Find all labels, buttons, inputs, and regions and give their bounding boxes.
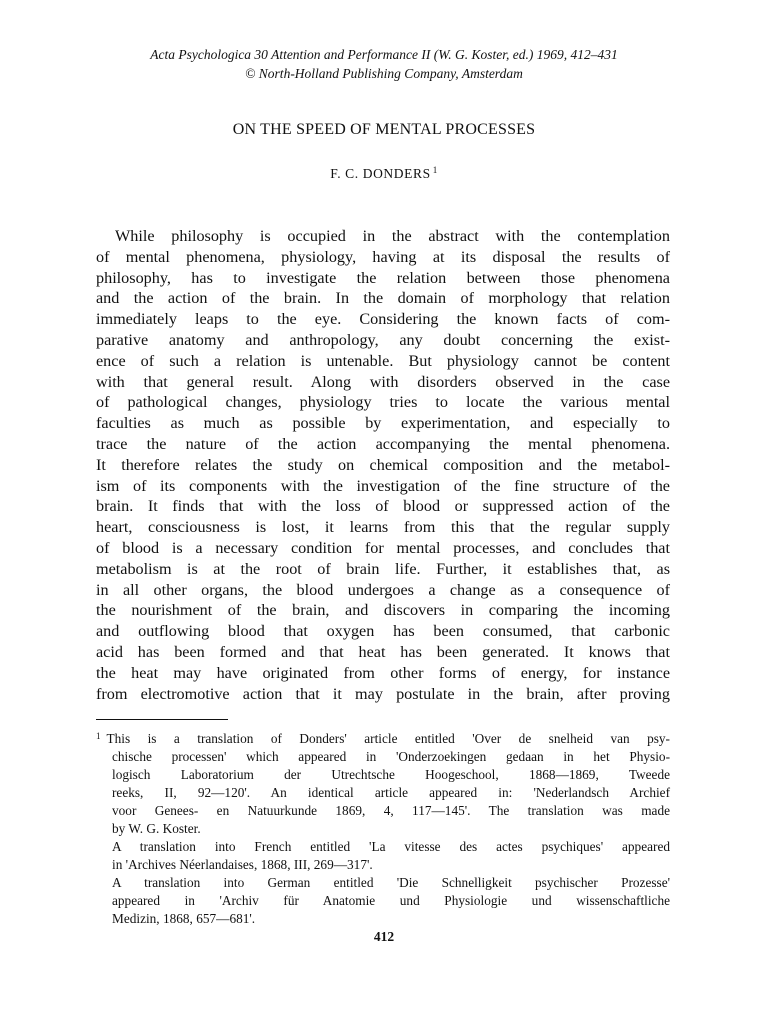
body-line: ence of such a relation is untenable. But physiology cannot be content <box>96 351 670 370</box>
body-line: brain. It finds that with the loss of blood or suppressed action of the <box>96 497 670 516</box>
author-footnote-mark: 1 <box>432 165 438 175</box>
body-line: It therefore relates the study on chemical composition and the metabol- <box>96 455 670 474</box>
body-line: from electromotive action that it may postulate in the brain, after proving <box>96 684 670 703</box>
footnote-mark: 1 <box>96 731 101 741</box>
footnote-line: Medizin, 1868, 657—681'. <box>112 911 256 926</box>
article-title: ON THE SPEED OF MENTAL PROCESSES <box>232 121 536 138</box>
body-line: and outflowing blood that oxygen has been consumed, that carbonic <box>96 622 670 641</box>
body-line: the heat may have originated from other forms of energy, for instance <box>96 663 670 682</box>
body-line: metabolism is at the root of brain life. Further, it establishes that, as <box>96 559 670 578</box>
body-line: faculties as much as possible by experimentation, and especially to <box>96 414 670 433</box>
footnote-line <box>96 727 670 748</box>
body-line: While philosophy is occupied in the abstract with the contemplation <box>115 227 670 245</box>
body-line: and the action of the brain. In the domain of morphology that relation <box>96 289 670 308</box>
body-line: of blood is a necessary condition for mental processes, and concludes that <box>96 538 670 557</box>
footnote-line-text: This is a translation of Donders' article entitled 'Over de snelheid van psy- <box>106 731 670 746</box>
body-line: of mental phenomena, physiology, having at its disposal the results of <box>96 247 670 266</box>
body-paragraph <box>96 226 670 704</box>
body-line: with that general result. Along with disorders observed in the case <box>96 372 670 391</box>
footnote-divider <box>96 719 228 720</box>
footnote-line: A translation into French entitled 'La vitesse des actes psychiques' appeared <box>112 839 670 854</box>
footnote-line: reeks, II, 92—120'. An identical article appeared in: 'Nederlandsch Archief <box>112 785 670 800</box>
footnote-line: A translation into German entitled 'Die Schnelligkeit psychischer Prozesse' <box>112 875 670 890</box>
body-line: in all other organs, the blood undergoes a change as a consequence of <box>96 580 670 599</box>
footnote-line: in 'Archives Néerlandaises, 1868, III, 269—317'. <box>112 857 373 872</box>
footnote-block <box>96 727 670 928</box>
body-line: acid has been formed and that heat has been generated. It knows that <box>96 642 670 661</box>
body-line: parative anatomy and anthropology, any doubt concerning the exist- <box>96 330 670 349</box>
page-number: 412 <box>373 929 395 944</box>
body-line: trace the nature of the action accompanying the mental phenomena. <box>96 434 670 453</box>
running-header <box>0 45 768 83</box>
footnote-line: voor Genees- en Natuurkunde 1869, 4, 117—145'. The translation was made <box>112 803 670 818</box>
footnote-line: by W. G. Koster. <box>112 821 201 836</box>
author-name: F. C. DONDERS <box>330 166 431 181</box>
footnote-line: chische processen' which appeared in 'Onderzoekingen gedaan in het Physio- <box>112 749 670 764</box>
body-line: heart, consciousness is lost, it learns from this that the regular supply <box>96 518 670 537</box>
body-line: ism of its components with the investigation of the fine structure of the <box>96 476 670 495</box>
article-author <box>0 165 768 182</box>
footnote-line: appeared in 'Archiv für Anatomie und Physiologie und wissenschaftliche <box>112 893 670 908</box>
body-line: of pathological changes, physiology tries to locate the various mental <box>96 393 670 412</box>
body-line: philosophy, has to investigate the relation between those phenomena <box>96 268 670 287</box>
body-line: the nourishment of the brain, and discovers in comparing the incoming <box>96 601 670 620</box>
journal-citation-line: Acta Psychologica 30 Attention and Performance II (W. G. Koster, ed.) 1969, 412–431 <box>150 47 618 62</box>
footnote-line: logisch Laboratorium der Utrechtsche Hoogeschool, 1868—1869, Tweede <box>112 767 670 782</box>
body-line: immediately leaps to the eye. Considering the known facts of com- <box>96 310 670 329</box>
publisher-line: © North-Holland Publishing Company, Amsterdam <box>245 66 523 81</box>
